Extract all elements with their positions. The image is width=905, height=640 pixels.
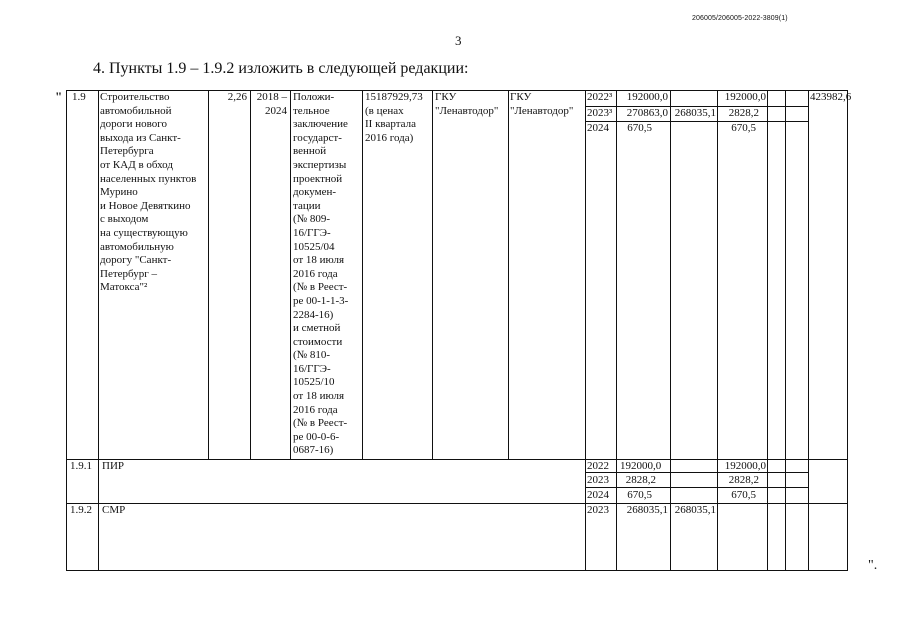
- total-funding: 268035,1: [626, 504, 668, 516]
- table-hline: [67, 503, 847, 504]
- object-name: ПИР: [102, 460, 125, 472]
- year-cell: 2023: [587, 474, 609, 486]
- object-length: 2,26: [227, 91, 247, 103]
- regional-funding: 2828,2: [728, 474, 759, 486]
- object-name: Строительство автомобильной дороги нового выхода из Санкт- Петербурга от КАД в обход населенных пунктов Мурино и Новое Девяткино с выходом на существующую автомобильную дорогу "Санкт- Петербург – Матокса"²: [100, 91, 197, 294]
- closing-quote: ".: [868, 558, 878, 573]
- table-vline: [616, 91, 617, 571]
- table-vline: [585, 91, 586, 571]
- total-funding: 192000,0: [620, 460, 662, 472]
- table-hline: [585, 472, 808, 473]
- year-cell: 2022³: [587, 91, 613, 103]
- table-vline: [208, 91, 209, 459]
- document-id: 206005/206005-2022-3809(1): [692, 15, 788, 22]
- table-vline: [508, 91, 509, 459]
- basis-document: Положи- тельное заключение государст- венной экспертизы проектной докумен- тации (№ 809- 16/ГГЭ- 10525/04 от 18 июля 2016 года (№ в Реест- ре 00-1-1-3- 2284-16) и сметной стоимости (№ 810- 16/ГГЭ- 10525/10 от 18 июля 2016 года (№ в Реест- ре 00-0-6- 0687-16): [293, 91, 349, 457]
- table-vline: [808, 91, 809, 571]
- table-vline: [785, 91, 786, 571]
- regional-funding: 192000,0: [724, 91, 766, 103]
- opening-quote: ": [55, 89, 63, 104]
- total-funding: 2828,2: [625, 474, 656, 486]
- row-number: 1.9: [72, 91, 86, 103]
- page-number: 3: [455, 33, 462, 48]
- total-funding: 670,5: [627, 122, 652, 134]
- data-table: [66, 90, 852, 571]
- section-heading: 4. Пункты 1.9 – 1.9.2 изложить в следующей редакции:: [93, 60, 469, 77]
- developer: ГКУ "Ленавтодор": [510, 91, 574, 117]
- table-vline: [432, 91, 433, 459]
- federal-funding: 268035,1: [674, 504, 716, 516]
- year-cell: 2023: [587, 504, 609, 516]
- state-customer: ГКУ "Ленавтодор": [435, 91, 499, 117]
- row-number: 1.9.2: [70, 504, 92, 516]
- estimated-cost: 15187929,73 (в ценах II квартала 2016 года): [365, 91, 423, 144]
- table-vline: [767, 91, 768, 571]
- total-funding: 192000,0: [626, 91, 668, 103]
- total-funding: 670,5: [627, 489, 652, 501]
- object-name: СМР: [102, 504, 126, 516]
- regional-funding: 2828,2: [728, 107, 759, 119]
- table-vline: [362, 91, 363, 459]
- total-funding: 270863,0: [626, 107, 668, 119]
- year-cell: 2023³: [587, 107, 613, 119]
- regional-funding: 670,5: [731, 489, 756, 501]
- regional-funding: 192000,0: [724, 460, 766, 472]
- row-number: 1.9.1: [70, 460, 92, 472]
- regional-funding: 670,5: [731, 122, 756, 134]
- remaining-cost: 423982,6: [810, 91, 852, 103]
- year-cell: 2024: [587, 489, 609, 501]
- table-vline: [290, 91, 291, 459]
- federal-funding: 268035,1: [674, 107, 716, 119]
- year-cell: 2024: [587, 122, 609, 134]
- year-cell: 2022: [587, 460, 609, 472]
- table-vline: [670, 91, 671, 571]
- construction-period: 2018 – 2024: [256, 91, 287, 117]
- table-vline: [250, 91, 251, 459]
- table-vline: [98, 91, 99, 571]
